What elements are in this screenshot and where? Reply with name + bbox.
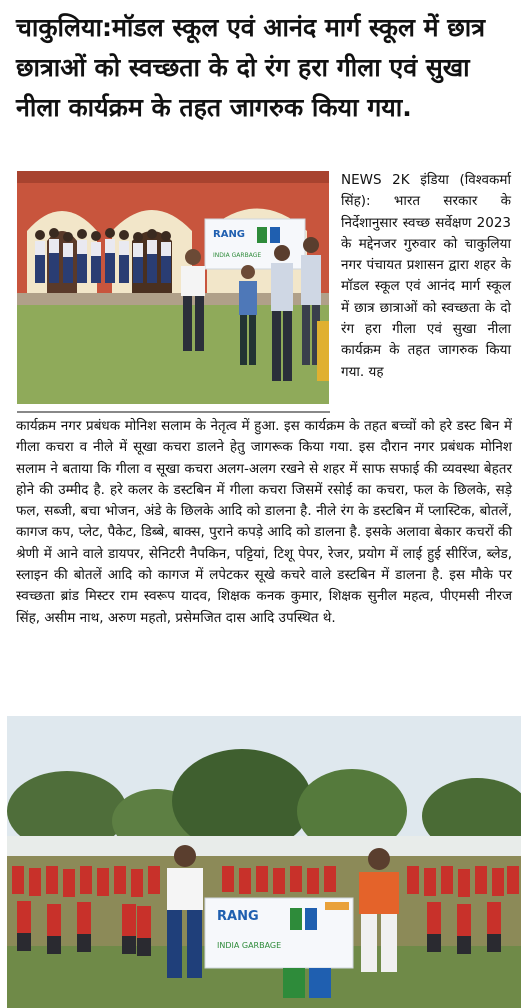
article-body: कार्यक्रम नगर प्रबंधक मोनिश सलाम के नेतृत्व में हुआ. इस कार्यक्रम के तहत बच्चों को हरे डस्ट बिन में गीला कचरा व नीले में सूखा कचरा डालने हेतु जागरूक किया गया. इस दौरान नगर प्रबंधक मोनिश सलाम ने बताया कि गीला व सूखा कचरा अलग-अलग रखने से शहर में साफ सफाई की व्यवस्था बेहतर होने की उम्मीद है. हरे कलर के डस्टबिन में गीला कचरा जिसमें रसोई का कचरा, फल के छिलके, सड़े फल, सब्जी, बचा भोजन, अंडे के छिलके आदि को डालना है. नीले रंग के डस्टबिन में प्लास्टिक, बोतलें, कागज कप, प्लेट, पैकेट, डिब्बे, बाक्स, पुराने कपड़े आदि को डालना है. इसके अलावा बेकार कचरों की श्रेणी में आने वाले डायपर, सेनिटरी नैपकिन, पट्टियां, टिशू पेपर, रेजर, प्रयोग में लाई हुई सीरिंज, ब्लेड, स्लाइन की बोतलें आदि को कागज में लपेटकर सूखे कचरे वाले डस्टबिन में डालना है. इस मौके पर स्वच्छता ब्रांड मिस्टर राम स्वरूप यादव, शिक्षक कनक कुमार, शिक्षक सुनील महत्व, पीएमसी नीरज सिंह, असीम नाथ, अरुण महतो, प्रसेमजित दास आदि उपस्थित थे. [16,418,512,626]
event-photo-assembly [7,716,521,1008]
banner2-brand-text: RANG [217,909,259,924]
event-photo-school [17,171,329,404]
photo-divider [17,411,330,413]
article-intro: NEWS 2K इंडिया (विश्वकर्मा सिंह): भारत सरकार के निर्देशानुसार स्वच्छ सर्वेक्षण 2023 के मद्देनजर गुरुवार को चाकुलिया नगर पंचायत प्रशासन द्वारा शहर के मॉडल स्कूल एवं आनंद मार्ग स्कूल में छात्र छात्राओं को स्वच्छता के दो रंग हरा गीला एवं सुखा नीला कार्यक्रम के तहत जागरुक किया गया. यह [341,172,511,380]
banner-brand-text: RANG [213,229,246,240]
banner2-sub-text: INDIA GARBAGE [217,941,282,950]
banner-sub-text: INDIA GARBAGE [213,252,262,259]
article-headline: चाकुलिया:मॉडल स्कूल एवं आनंद मार्ग स्कूल में छात्र छात्राओं को स्वच्छता के दो रंग हरा गीला एवं सुखा नीला कार्यक्रम के तहत जागरुक किया गया. [16,13,486,122]
